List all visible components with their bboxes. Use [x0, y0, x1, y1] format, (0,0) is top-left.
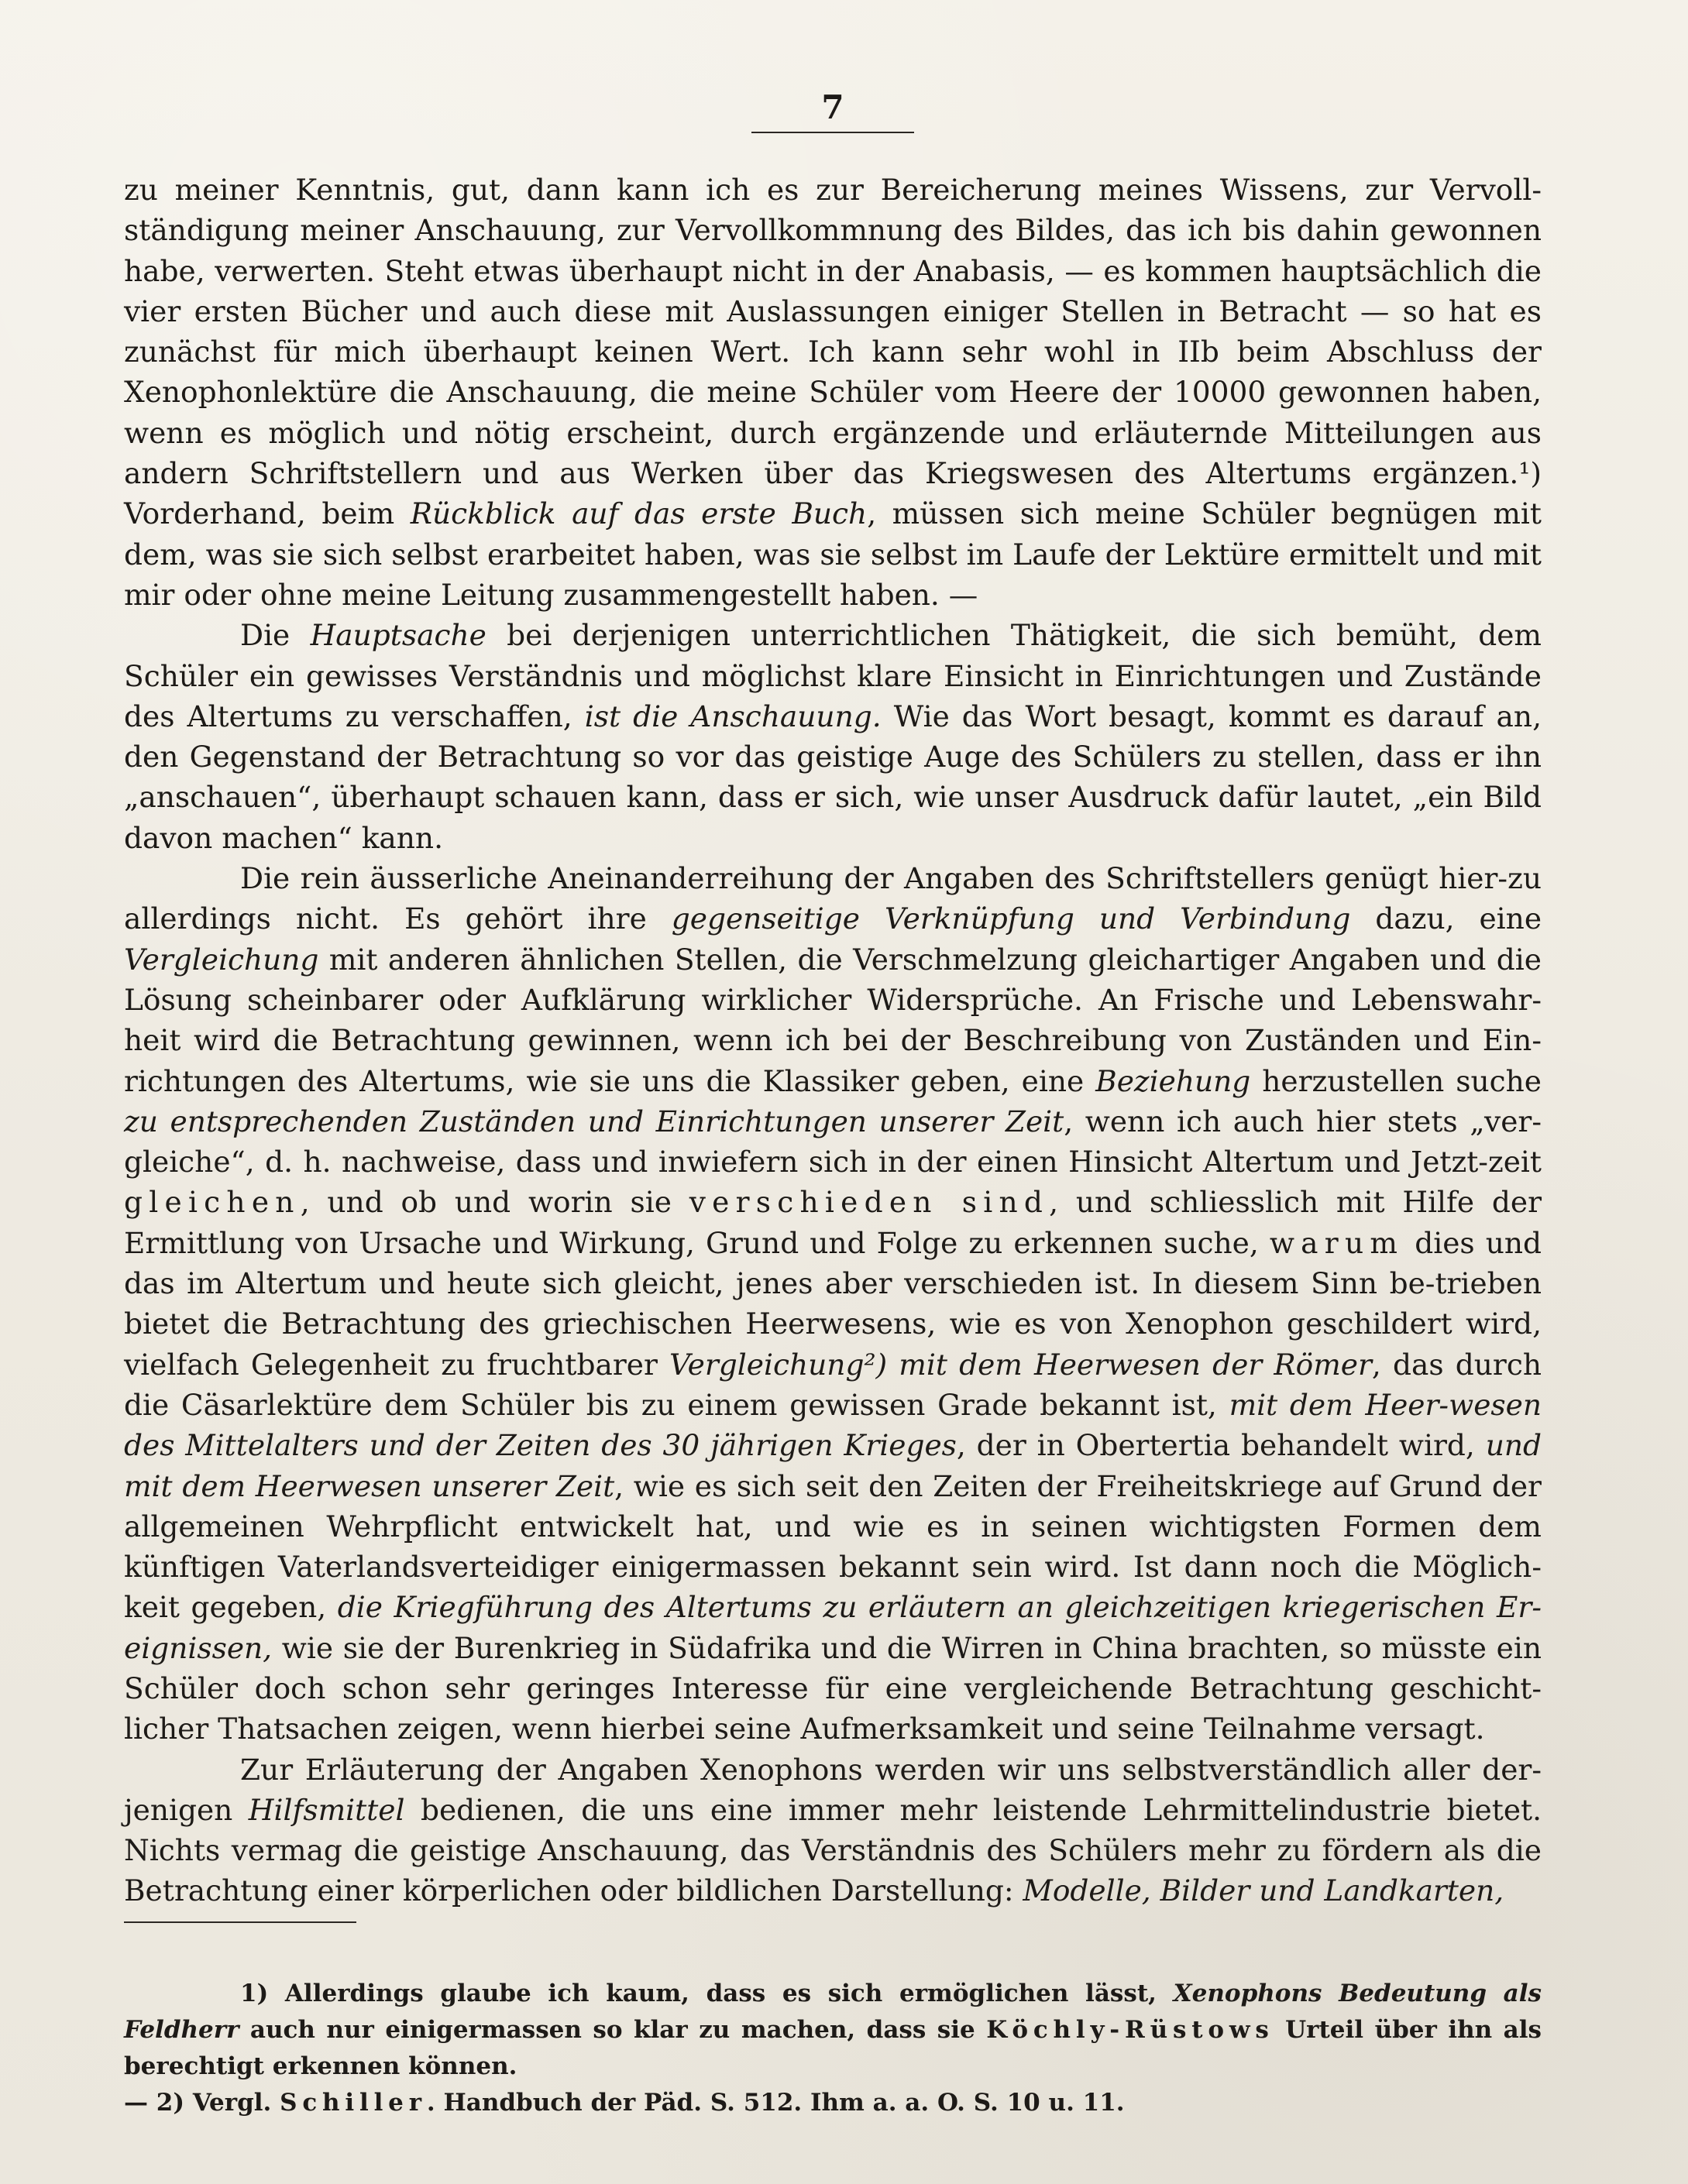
- paragraph-3-italic-d: zu entsprechenden Zuständen und Einrichtungen unserer Zeit: [124, 1104, 1064, 1138]
- paragraph-3-spaced-gleichen: gleichen: [124, 1185, 301, 1220]
- paragraph-2-text-c: bei derjenigen unterrichtlichen Thätigkeit, die sich bemüht, dem Schüler ein gewisses Verständnis und möglichst klare Einsicht in Einrichtungen und Zustände des Altertums zu verschaffen,: [124, 618, 1542, 733]
- footnote-1-text-a: 1) Allerdings glaube ich kaum, dass es sich ermöglichen lässt,: [240, 1980, 1174, 2007]
- paragraph-2-italic-a: Hauptsache: [310, 618, 486, 653]
- footnote-1-spaced-name: Köchly-Rüstows: [986, 2016, 1274, 2044]
- paragraph-3-spaced-verschieden: verschieden sind: [689, 1185, 1050, 1220]
- footnote-1-text-e: Urteil über ihn als berechtigt erkennen können.: [124, 2016, 1542, 2080]
- footnote-1-text-c: auch nur einigermassen so klar zu machen, dass sie: [239, 2016, 987, 2044]
- paragraph-4-text-a: Zur Erläuterung der Angaben Xenophons werden wir uns selbstverständlich aller der-jenigen: [124, 1752, 1542, 1827]
- paragraph-2-text-a: Die: [240, 618, 311, 653]
- paragraph-3-italic-g: und mit dem Heerwesen unserer Zeit: [124, 1428, 1542, 1503]
- footnote-2-text-a: — 2) Vergl.: [124, 2089, 280, 2117]
- page-header: [751, 88, 914, 133]
- paragraph-3-italic-b: Vergleichung: [124, 942, 319, 977]
- footnote-2-text-c: . Handbuch der Päd. S. 512. Ihm a. a. O. S. 10 u. 11.: [426, 2089, 1125, 2117]
- paragraph-3-text-q: , das durch die Cäsarlektüre dem Schüler bis zu einem gewissen Grade bekannt ist,: [124, 1347, 1542, 1422]
- paragraph-3-text-s: , der in Obertertia behandelt wird,: [956, 1428, 1486, 1463]
- body-paragraph-4: [124, 1750, 1542, 1911]
- paragraph-1-text-a: zu meiner Kenntnis, gut, dann kann ich es zur Bereicherung meines Wissens, zur Vervoll-ständigung meiner Anschauung, zur Vervollkommnung des Bildes, das ich bis dahin gewonnen habe, verwerten. Steht etwas überhaupt nicht in der Anabasis, — es kommen hauptsächlich die vier ersten Bücher und auch diese mit Auslassungen einiger Stellen in Betracht — so hat es zunächst für mich überhaupt keinen Wert. Ich kann sehr wohl in IIb beim Abschluss der Xenophonlektüre die Anschauung, die meine Schüler vom Heere der 10000 gewonnen haben, wenn es möglich und nötig erscheint, durch ergänzende und erläuternde Mitteilungen aus andern Schriftstellern und aus Werken über das Kriegswesen des Altertums ergänzen.¹) Vorderhand, beim: [124, 173, 1542, 531]
- paragraph-3-text-a: Die rein äusserliche Aneinanderreihung der Angaben des Schriftstellers genügt hier-zu allerdings nicht. Es gehört ihre: [124, 861, 1542, 936]
- footnote-1-italic: Xenophons Bedeutung als Feldherr: [124, 1980, 1542, 2044]
- paragraph-1-italic-phrase: Rückblick auf das erste Buch: [410, 496, 868, 531]
- body-paragraph-1: [124, 170, 1542, 615]
- paragraph-3-text-m: , und schliesslich mit Hilfe der Ermittlung von Ursache und Wirkung, Grund und Folge zu erkennen suche,: [124, 1185, 1542, 1260]
- paragraph-3-italic-f: mit dem Heer-wesen des Mittelalters und der Zeiten des 30 jährigen Krieges: [124, 1387, 1542, 1463]
- body-paragraph-3: [124, 858, 1542, 1750]
- paragraph-3-spaced-warum: warum: [1269, 1225, 1404, 1260]
- paragraph-4-italic-b: Modelle, Bilder und Landkarten,: [1023, 1873, 1504, 1908]
- paragraph-3-text-k: , und ob und worin sie: [300, 1185, 689, 1220]
- footnote-1: [124, 1976, 1542, 2085]
- paragraph-3-italic-c: Beziehung: [1095, 1063, 1251, 1098]
- paragraph-3-text-w: wie sie der Burenkrieg in Südafrika und die Wirren in China brachten, so müsste ein Schüler doch schon sehr geringes Interesse für eine vergleichende Betrachtung geschicht-licher Thatsachen zeigen, wenn hierbei seine Aufmerksamkeit und seine Teilnahme versagt.: [124, 1630, 1542, 1746]
- main-text: [124, 170, 1542, 1911]
- footnote-2-spaced-name: Schiller: [280, 2089, 427, 2117]
- paragraph-3-text-g: herzustellen suche: [1250, 1063, 1542, 1098]
- paragraph-4-italic-a: Hilfsmittel: [248, 1792, 405, 1827]
- footnote-separator: [124, 1921, 356, 1923]
- paragraph-3-italic-e: Vergleichung²) mit dem Heerwesen der Römer: [669, 1347, 1372, 1382]
- paragraph-3-text-o: dies und das im Altertum und heute sich gleicht, jenes aber verschieden ist. In diesem Sinn be-trieben bietet die Betrachtung des griechischen Heerwesens, wie es von Xenophon geschildert wird, vielfach Gelegenheit zu fruchtbarer: [124, 1225, 1542, 1382]
- paragraph-2-italic-b: ist die Anschauung.: [584, 699, 882, 733]
- footnote-2: [124, 2085, 1542, 2121]
- page-number: 7: [821, 88, 844, 126]
- paragraph-3-italic-h: die Kriegführung des Altertums zu erläutern an gleichzeitigen kriegerischen Er-eignissen,: [124, 1590, 1542, 1665]
- paragraph-3-italic-a: gegenseitige Verknüpfung und Verbindung: [671, 901, 1351, 936]
- paragraph-1-text-c: , müssen sich meine Schüler begnügen mit dem, was sie sich selbst erarbeitet haben, was sie selbst im Laufe der Lektüre ermittelt und mit mir oder ohne meine Leitung zusammengestellt haben. —: [124, 496, 1542, 612]
- body-paragraph-2: [124, 615, 1542, 858]
- footnotes: [124, 1976, 1542, 2121]
- header-rule: [751, 132, 914, 133]
- paragraph-2-text-e: Wie das Wort besagt, kommt es darauf an, den Gegenstand der Betrachtung so vor das geistige Auge des Schülers zu stellen, dass er ihn „anschauen“, überhaupt schauen kann, dass er sich, wie unser Ausdruck dafür lautet, „ein Bild davon machen“ kann.: [124, 699, 1542, 855]
- paragraph-3-text-u: , wie es sich seit den Zeiten der Freiheitskriege auf Grund der allgemeinen Wehrpflicht entwickelt hat, und wie es in seinen wichtigsten Formen dem künftigen Vaterlandsverteidiger einigermassen bekannt sein wird. Ist dann noch die Möglich-keit gegeben,: [124, 1468, 1542, 1625]
- paragraph-4-text-c: bedienen, die uns eine immer mehr leistende Lehrmittelindustrie bietet. Nichts vermag die geistige Anschauung, das Verständnis des Schülers mehr zu fördern als die Betrachtung einer körperlichen oder bildlichen Darstellung:: [124, 1792, 1542, 1908]
- paragraph-3-text-i: , wenn ich auch hier stets „ver-gleiche“, d. h. nachweise, dass und inwiefern sich in der einen Hinsicht Altertum und Jetzt-zeit: [124, 1104, 1542, 1180]
- paragraph-3-text-c: dazu, eine: [1350, 901, 1542, 936]
- paragraph-3-text-e: mit anderen ähnlichen Stellen, die Verschmelzung gleichartiger Angaben und die Lösung scheinbarer oder Aufklärung wirklicher Widersprüche. An Frische und Lebenswahr-heit wird die Betrachtung gewinnen, wenn ich bei der Beschreibung von Zuständen und Ein-richtungen des Altertums, wie sie uns die Klassiker geben, eine: [124, 942, 1542, 1098]
